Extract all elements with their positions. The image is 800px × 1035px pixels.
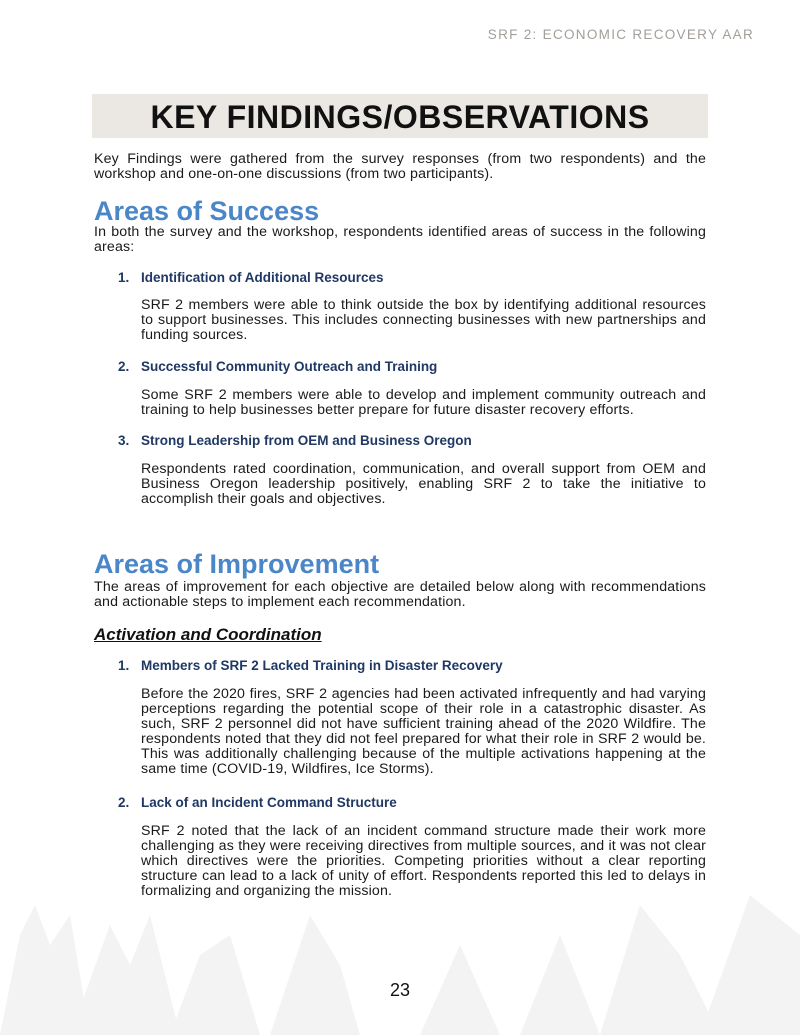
improvement-item-1-text: Before the 2020 fires, SRF 2 agencies had been activated infrequently and had varying perceptions regarding the potential scope of their role in a catastrophic disaster. As such, SRF 2 personnel did not have sufficient training ahead of the 2020 Wildfire. The respondents noted that they did not feel prepared for what their role in SRF 2 would be. This was additionally challenging because of the multiple activations happening at the same time (COVID-19, Wildfires, Ice Storms). — [141, 686, 706, 777]
success-item-3-title — [118, 433, 706, 448]
item-title: Members of SRF 2 Lacked Training in Disaster Recovery — [141, 658, 503, 673]
item-title: Lack of an Incident Command Structure — [141, 795, 397, 810]
success-item-1-title — [118, 270, 706, 285]
improvement-item-1-title — [118, 658, 706, 673]
improvement-item-2-text: SRF 2 noted that the lack of an incident command structure made their work more challenging as they were receiving directives from multiple sources, and it was not clear which directives were the priorities. Competing priorities without a clear reporting structure can lead to a lack of unity of effort. Respondents reported this led to delays in formalizing and organizing the mission. — [141, 823, 706, 899]
item-title: Identification of Additional Resources — [141, 270, 384, 285]
section-heading-success: Areas of Success — [94, 196, 320, 226]
item-number: 2. — [118, 359, 130, 374]
intro-paragraph: Key Findings were gathered from the survey responses (from two respondents) and the workshop and one-on-one discussions (from two participants). — [94, 151, 706, 182]
item-number: 1. — [118, 658, 130, 673]
subheading-activation: Activation and Coordination — [94, 625, 322, 644]
page-number: 23 — [389, 980, 411, 1000]
page-title: KEY FINDINGS/OBSERVATIONS — [150, 99, 650, 135]
item-title: Successful Community Outreach and Training — [141, 359, 438, 374]
success-item-2-text: Some SRF 2 members were able to develop and implement community outreach and training to help businesses better prepare for future disaster recovery efforts. — [141, 387, 706, 418]
page-title-banner — [92, 94, 708, 138]
improvement-intro: The areas of improvement for each objective are detailed below along with recommendations and actionable steps to implement each recommendation. — [94, 579, 706, 610]
success-intro: In both the survey and the workshop, respondents identified areas of success in the following areas: — [94, 224, 706, 255]
forest-background-image — [0, 875, 800, 1035]
item-title: Strong Leadership from OEM and Business Oregon — [141, 433, 472, 448]
item-number: 2. — [118, 795, 130, 810]
section-heading-improvement: Areas of Improvement — [94, 549, 380, 579]
success-item-1-text: SRF 2 members were able to think outside the box by identifying additional resources to support businesses. This includes connecting businesses with new partnerships and funding sources. — [141, 297, 706, 343]
improvement-item-2-title — [118, 795, 706, 810]
item-number: 1. — [118, 270, 130, 285]
success-item-2-title — [118, 359, 706, 374]
success-item-3-text: Respondents rated coordination, communication, and overall support from OEM and Business Oregon leadership positively, enabling SRF 2 to take the initiative to accomplish their goals and objectives. — [141, 461, 706, 507]
item-number: 3. — [118, 433, 130, 448]
running-header: SRF 2: ECONOMIC RECOVERY AAR — [487, 27, 754, 42]
